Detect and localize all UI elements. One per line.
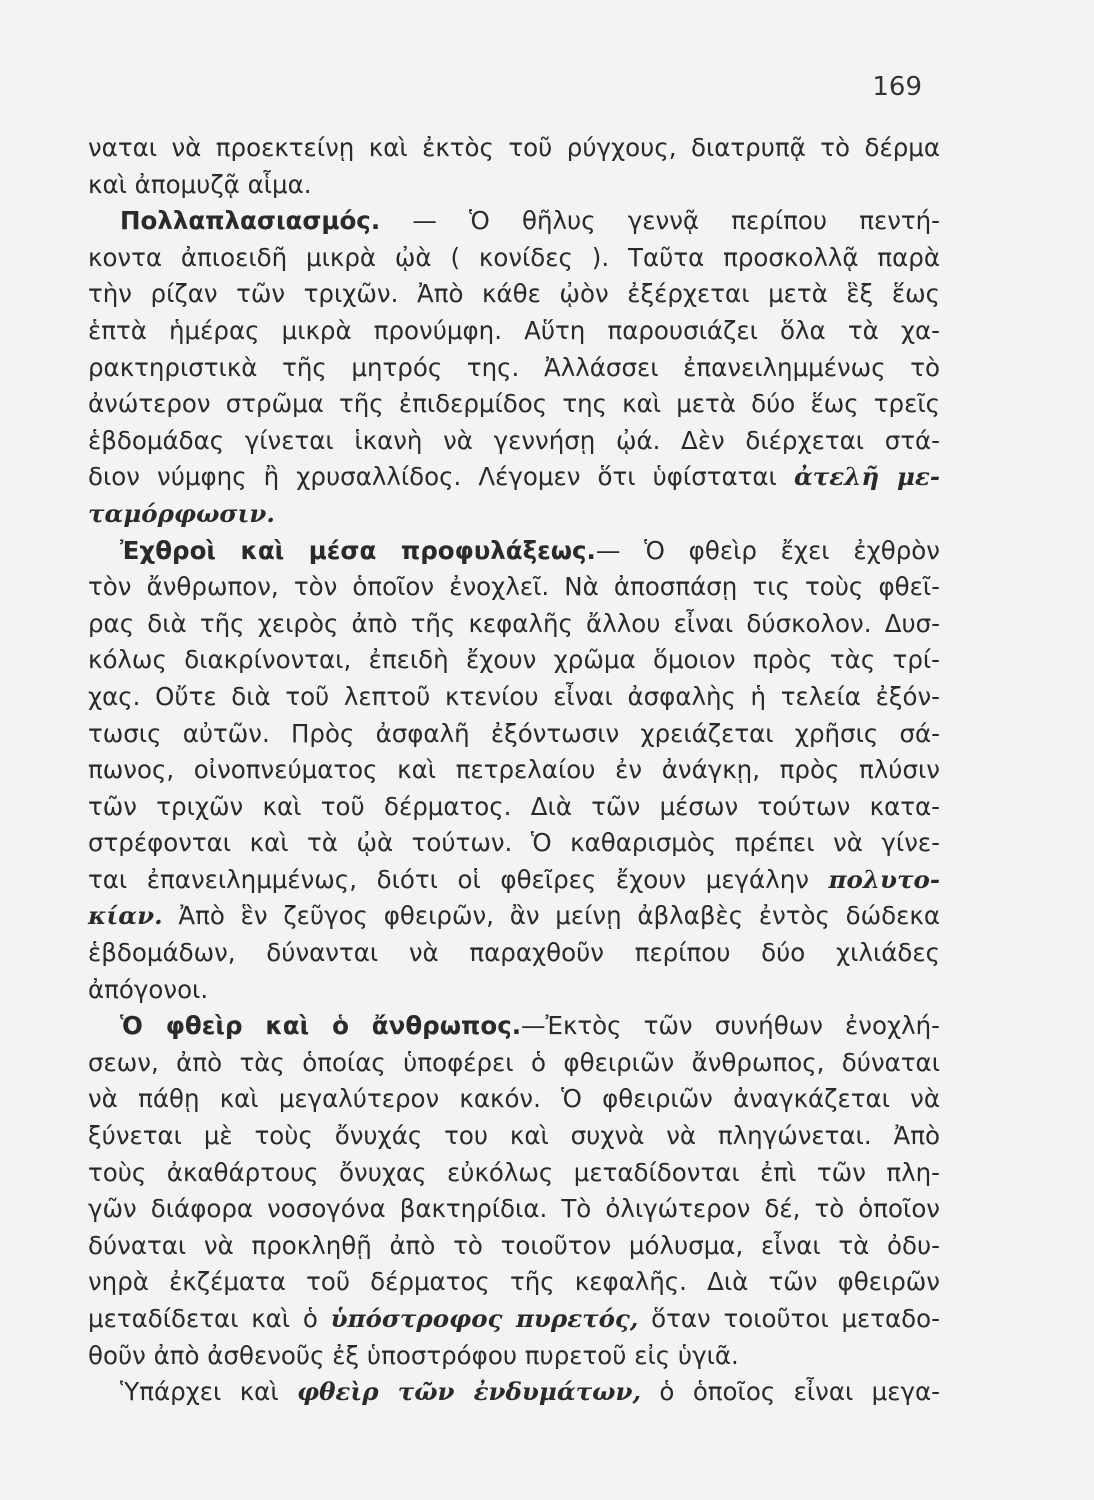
text-line xyxy=(88,1338,940,1375)
text-segment: τωσις αὐτῶν. Πρὸς ἀσφαλῆ ἐξόντωσιν χρειάζεται χρῆσις σά- xyxy=(88,718,940,748)
text-segment: ρακτηριστικὰ τῆς μητρός της. Ἀλλάσσει ἐπανειλημμένως τὸ xyxy=(88,352,940,382)
text-line xyxy=(88,459,940,496)
text-segment: νὰ πάθῃ καὶ μεγαλύτερον κακόν. Ὁ φθειριῶν ἀναγκάζεται νὰ xyxy=(88,1084,940,1114)
text-line xyxy=(88,203,940,240)
text-segment: τοὺς ἀκαθάρτους ὄνυχας εὐκόλως μεταδίδονται ἐπὶ τῶν πλη- xyxy=(88,1157,940,1187)
text-line xyxy=(88,972,940,1009)
text-segment: ὅταν τοιοῦτοι μεταδο- xyxy=(638,1304,941,1333)
text-segment: στρέφονται καὶ τὰ ᾠὰ τούτων. Ὁ καθαρισμὸς πρέπει νὰ γίνε- xyxy=(88,828,940,858)
text-segment: πωνος, οἰνοπνεύματος καὶ πετρελαίου ἐν ἀνάγκῃ, πρὸς πλύσιν xyxy=(88,755,940,785)
text-line xyxy=(88,1118,940,1155)
section-heading: Πολλαπλασιασμός. xyxy=(120,206,381,236)
text-segment: ἑβδομάδας γίνεται ἱκανὴ νὰ γεννήσῃ ᾠά. Δὲν διέρχεται στά- xyxy=(88,425,940,455)
text-line xyxy=(88,313,940,350)
text-line xyxy=(88,752,940,789)
text-line xyxy=(88,130,940,167)
text-segment: θοῦν ἀπὸ ἀσθενοῦς ἐξ ὑποστρόφου πυρετοῦ εἰς ὑγιᾶ. xyxy=(88,1340,739,1370)
text-line xyxy=(88,716,940,753)
text-line xyxy=(88,276,940,313)
text-line xyxy=(88,1155,940,1192)
text-segment: ρας διὰ τῆς χειρὸς ἀπὸ τῆς κεφαλῆς ἄλλου εἶναι δύσκολον. Δυσ- xyxy=(88,608,940,638)
text-line xyxy=(88,240,940,277)
text-line xyxy=(88,1081,940,1118)
text-segment: ἀνώτερον στρῶμα τῆς ἐπιδερμίδος της καὶ μετὰ δύο ἕως τρεῖς xyxy=(88,389,940,419)
text-segment: διον νύμφης ἢ χρυσαλλίδος. Λέγομεν ὅτι ὑφίσταται xyxy=(88,462,794,492)
text-segment: τὸν ἄνθρωπον, τὸν ὁποῖον ἐνοχλεῖ. Νὰ ἀποσπάσῃ τις τοὺς φθεῖ- xyxy=(88,572,940,602)
text-segment: — Ὁ φθεὶρ ἔχει ἐχθρὸν xyxy=(595,535,940,565)
text-segment: ἀπόγονοι. xyxy=(88,974,209,1004)
text-line xyxy=(88,1045,940,1082)
section-heading: Ὁ φθεὶρ καὶ ὁ ἄνθρωπος. xyxy=(120,1011,522,1041)
text-segment: Ἀπὸ ἓν ζεῦγος φθειρῶν, ἂν μείνῃ ἀβλαβὲς ἐντὸς δώδεκα xyxy=(162,901,940,931)
text-segment: γῶν διάφορα νοσογόνα βακτηρίδια. Τὸ ὀλιγώτερον δέ, τὸ ὁποῖον xyxy=(88,1194,940,1224)
text-segment: — Ὁ θῆλυς γεννᾷ περίπου πεντή- xyxy=(380,206,940,236)
text-segment: ἑβδομάδων, δύνανται νὰ παραχθοῦν περίπου δύο χιλιάδες xyxy=(88,938,940,968)
page-number: 169 xyxy=(872,72,922,102)
text-segment: χας. Οὔτε διὰ τοῦ λεπτοῦ κτενίου εἶναι ἀσφαλὴς ἡ τελεία ἐξόν- xyxy=(88,681,940,711)
emphasized-term: ὑπόστροφος πυρετός, xyxy=(330,1304,639,1333)
text-segment: ναται νὰ προεκτείνῃ καὶ ἐκτὸς τοῦ ρύγχους, διατρυπᾷ τὸ δέρμα xyxy=(88,133,940,162)
text-line xyxy=(88,496,940,533)
text-line xyxy=(88,825,940,862)
text-segment: κοντα ἀπιοειδῆ μικρὰ ᾠὰ ( κονίδες ). Ταῦτα προσκολλᾷ παρὰ xyxy=(88,242,940,272)
text-line xyxy=(88,423,940,460)
text-segment: τῶν τριχῶν καὶ τοῦ δέρματος. Διὰ τῶν μέσων τούτων κατα- xyxy=(88,791,940,821)
text-segment: δύναται νὰ προκληθῇ ἀπὸ τὸ τοιοῦτον μόλυσμα, εἶναι τὰ ὀδυ- xyxy=(88,1230,940,1260)
text-line xyxy=(88,1228,940,1265)
text-line xyxy=(88,1191,940,1228)
text-line xyxy=(88,569,940,606)
text-line xyxy=(88,1374,940,1411)
text-segment: τὴν ρίζαν τῶν τριχῶν. Ἀπὸ κάθε ᾠὸν ἐξέρχεται μετὰ ἓξ ἕως xyxy=(88,279,940,309)
text-body xyxy=(88,130,940,1411)
text-line xyxy=(88,350,940,387)
text-segment: ξύνεται μὲ τοὺς ὄνυχάς του καὶ συχνὰ νὰ πληγώνεται. Ἀπὸ xyxy=(88,1121,940,1151)
text-line xyxy=(88,1301,940,1338)
text-line xyxy=(88,533,940,570)
text-segment: —Ἐκτὸς τῶν συνήθων ἐνοχλή- xyxy=(521,1011,940,1041)
text-line xyxy=(88,1008,940,1045)
text-line xyxy=(88,935,940,972)
text-line xyxy=(88,1264,940,1301)
emphasized-term: κίαν. xyxy=(88,901,163,931)
text-line xyxy=(88,167,940,204)
emphasized-term: φθεὶρ τῶν ἐνδυμάτων, xyxy=(297,1377,642,1407)
emphasized-term: ταμόρφωσιν. xyxy=(88,498,275,528)
emphasized-term: πολυτο- xyxy=(828,864,940,894)
text-segment: Ὑπάρχει καὶ xyxy=(120,1377,298,1407)
section-heading: Ἐχθροὶ καὶ μέσα προφυλάξεως. xyxy=(120,535,596,565)
text-segment: ὁ ὁποῖος εἶναι μεγα- xyxy=(641,1377,940,1407)
text-segment: σεων, ἀπὸ τὰς ὁποίας ὑποφέρει ὁ φθειριῶν ἄνθρωπος, δύναται xyxy=(88,1047,940,1077)
text-segment: καὶ ἀπομυζᾷ αἷμα. xyxy=(88,169,312,199)
text-segment: κόλως διακρίνονται, ἐπειδὴ ἔχουν χρῶμα ὅμοιον πρὸς τὰς τρί- xyxy=(88,645,940,675)
text-line xyxy=(88,679,940,716)
text-line xyxy=(88,606,940,643)
text-segment: νηρὰ ἐκζέματα τοῦ δέρματος τῆς κεφαλῆς. Διὰ τῶν φθειρῶν xyxy=(88,1267,940,1297)
text-segment: μεταδίδεται καὶ ὁ xyxy=(88,1304,331,1333)
text-line xyxy=(88,386,940,423)
text-line xyxy=(88,898,940,935)
text-line xyxy=(88,642,940,679)
text-segment: ἑπτὰ ἡμέρας μικρὰ προνύμφη. Αὕτη παρουσιάζει ὅλα τὰ χα- xyxy=(88,315,940,345)
text-line xyxy=(88,789,940,826)
text-segment: ται ἐπανειλημμένως, διότι οἱ φθεῖρες ἔχουν μεγάλην xyxy=(88,864,829,894)
text-line xyxy=(88,862,940,899)
emphasized-term: ἀτελῆ με- xyxy=(793,462,941,492)
